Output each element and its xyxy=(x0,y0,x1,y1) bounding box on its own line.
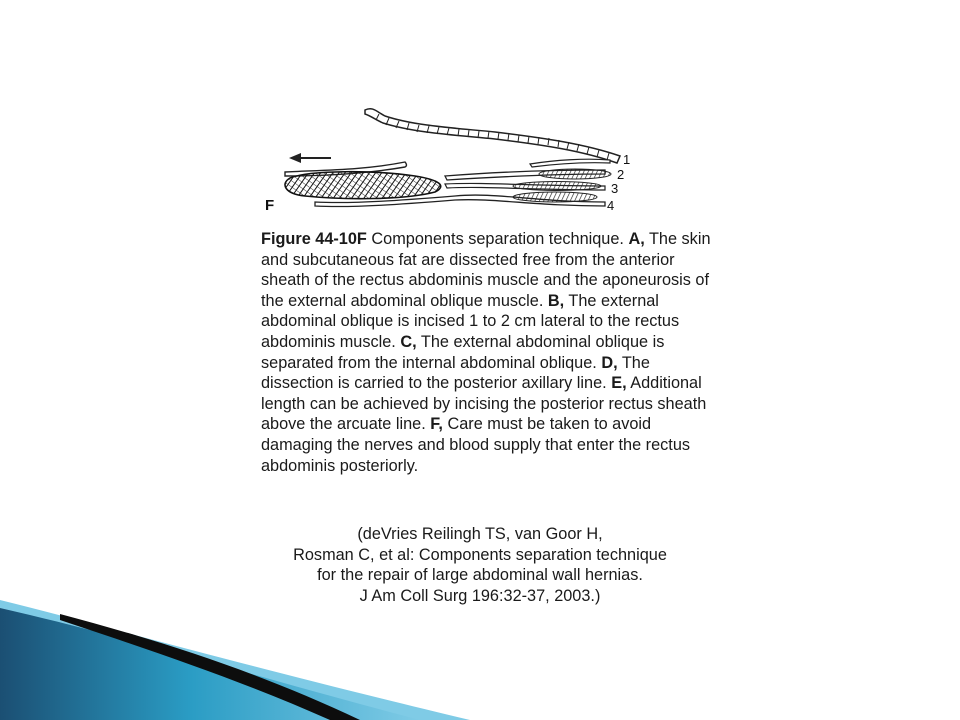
caption-text-f: Care must be taken to avoid damaging the nerves and blood supply that enter the rectus abdominis posteriorly. xyxy=(261,415,691,475)
decorative-swoosh xyxy=(0,600,960,720)
layer-number-4: 4 xyxy=(607,198,615,213)
citation xyxy=(255,524,705,606)
layer-number-2: 2 xyxy=(617,167,625,182)
citation-line: (deVries Reilingh TS, van Goor H, xyxy=(357,525,603,543)
caption-text-a: The skin and subcutaneous fat are dissected free from the anterior sheath of the rectus abdominis muscle and the aponeurosis of the external abdominal oblique muscle. xyxy=(261,230,711,310)
caption-text-b: The external abdominal oblique is incised 1 to 2 cm lateral to the rectus abdominis muscle. xyxy=(261,291,680,351)
skin-layer xyxy=(365,109,620,163)
figure-caption xyxy=(261,229,711,476)
citation-line: Rosman C, et al: Components separation technique xyxy=(293,545,667,564)
panel-letter: F xyxy=(265,197,275,214)
caption-text-d: The dissection is carried to the posterior axillary line. xyxy=(261,353,650,393)
caption-letter-c: C, xyxy=(400,332,417,351)
caption-letter-a: A, xyxy=(628,230,645,248)
anatomy-figure xyxy=(255,100,655,220)
caption-label: Figure 44-10F xyxy=(261,230,367,248)
arrow-left-icon xyxy=(289,153,331,163)
caption-text-c: The external abdominal oblique is separated from the internal abdominal oblique. xyxy=(261,332,665,372)
caption-letter-d: D, xyxy=(601,353,618,372)
caption-text-e: Additional length can be achieved by incising the posterior rectus sheath above the arcuate line. xyxy=(261,374,707,434)
citation-line: for the repair of large abdominal wall hernias. xyxy=(317,566,643,585)
layer-number-3: 3 xyxy=(611,181,619,196)
caption-letter-b: B, xyxy=(547,291,565,310)
citation-line: J Am Coll Surg 196:32-37, 2003.) xyxy=(359,586,601,605)
caption-letter-f: F, xyxy=(430,415,443,434)
layer-number-1: 1 xyxy=(623,152,631,167)
caption-letter-e: E, xyxy=(611,374,627,393)
muscle-mass xyxy=(285,172,441,199)
caption-intro: Components separation technique. xyxy=(366,230,629,248)
